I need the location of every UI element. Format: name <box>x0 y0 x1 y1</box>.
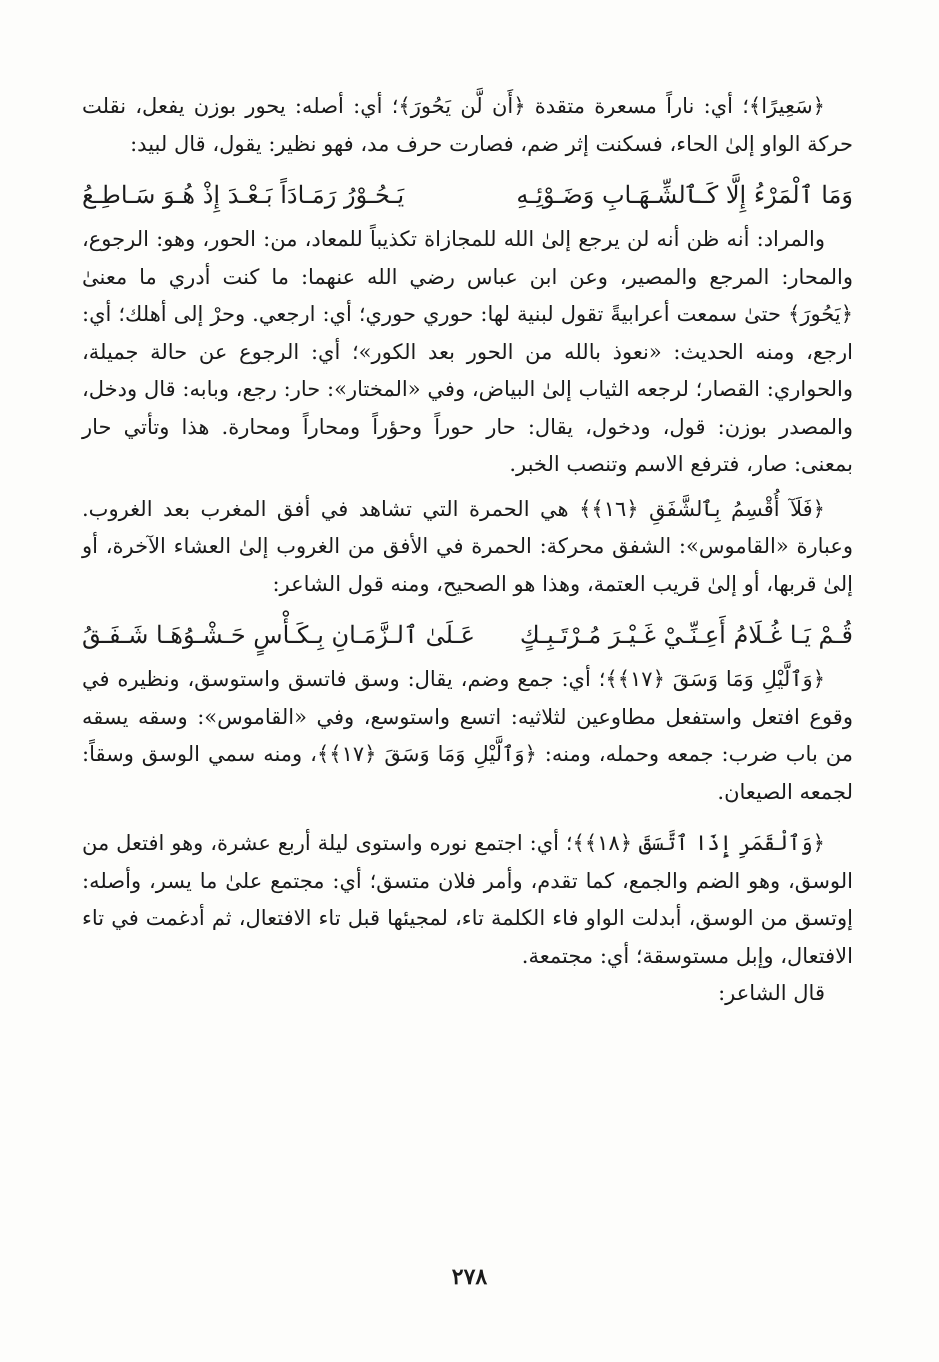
poem-verse-labid <box>82 173 853 217</box>
paragraph-meaning-hawr: والمراد: أنه ظن أنه لن يرجع إلىٰ الله للمجازاة تكذيباً للمعاد، من: الحور، وهو: الرجوع، والمحار: المرجع والمصير، وعن ابن عباس رضي الله عنهما: ما كنت أدري ما معنىٰ ﴿يَحُورَ﴾ حتىٰ سمعت أعرابيةً تقول لبنية لها: حوري حوري؛ أي: ارجعي. وحرْ إلى أهلك؛ أي: ارجع، ومنه الحديث: «نعوذ بالله من الحور بعد الكور»؛ أي: الرجوع عن حالة جميلة، والحواري: القصار؛ لرجعه الثياب إلىٰ البياض، وفي «المختار»: حار: رجع، وبابه: قال ودخل، والمصدر بوزن: قول، ودخول، يقال: حار حوراً وحؤراً ومحاراً ومحارة. هذا وتأتي حار بمعنى: صار، فترفع الاسم وتنصب الخبر. <box>82 227 853 476</box>
poem-verse-shafaq <box>82 613 853 657</box>
verse-second-hemistich: يَـحُـوْرُ رَمَـادَاً بَـعْـدَ إِذْ هُـوَ سَـاطِـعُ <box>82 181 405 209</box>
paragraph-saeer-yahoor: ﴿سَعِيرًا﴾؛ أي: ناراً مسعرة متقدة ﴿أَن لَّن يَحُورَ﴾؛ أي: أصله: يحور بوزن يفعل، نقلت حركة الواو إلىٰ الحاء، فسكنت إثر ضم، فصارت حرف مد، فهو نظير: يقول، قال لبيد: <box>82 94 853 156</box>
page-body <box>82 88 853 1013</box>
paragraph-ittasaq: ﴿وَٱلْقَمَرِ إِذَا ٱتَّسَقَ ﴿١٨﴾﴾؛ أي: اجتمع نوره واستوى ليلة أربع عشرة، وهو افتعل من الوسق، وهو الضم والجمع، كما تقدم، وأمر فلان متسق؛ أي: مجتمع علىٰ ما يسر، وأصله: إوتسق من الوسق، أبدلت الواو فاء الكلمة تاء، لمجيئها قبل تاء الافتعال، ثم أدغمت في تاء الافتعال، وإبل مستوسقة؛ أي: مجتمعة. <box>82 831 853 968</box>
verse-first-hemistich: قُـمْ يَـا غُـلَامُ أَعِـنِّـيْ غَـيْـرَ مُـرْتَـبِـكٍ <box>519 621 853 649</box>
page-number: ٢٧٨ <box>451 1264 488 1290</box>
verse-first-hemistich: وَمَا ٱلْمَرْءُ إِلَّا كَـٱلشِّـهَـابِ وَضَـوْئِـهِ <box>516 181 853 209</box>
verse-second-hemistich: عَـلَىٰ ٱلـزَّمَـانِ بِـكَـأْسٍ حَـشْـوُهَـا شَـفَـقُ <box>82 621 475 649</box>
paragraph-wasaq: ﴿وَٱلَّيْلِ وَمَا وَسَقَ ﴿١٧﴾﴾؛ أي: جمع وضم، يقال: وسق فاتسق واستوسق، ونظيره في وقوع افتعل واستفعل مطاوعين لثلاثيه: اتسع واستوسع، وفي «القاموس»: وسقه يسقه من باب ضرب: جمعه وحمله، ومنه: ﴿وَٱلَّيْلِ وَمَا وَسَقَ ﴿١٧﴾﴾، ومنه سمي الوسق وسقاً: لجمعه الصيعان. <box>82 667 853 804</box>
paragraph-poet-intro: قال الشاعر: <box>718 981 825 1005</box>
paragraph-shafaq: ﴿فَلَآ أُقْسِمُ بِٱلشَّفَقِ ﴿١٦﴾﴾ هي الحمرة التي تشاهد في أفق المغرب بعد الغروب. وعبارة «القاموس»: الشفق محركة: الحمرة في الأفق من الغروب إلىٰ العشاء الآخرة، أو إلىٰ قربها، أو إلىٰ قريب العتمة، وهذا هو الصحيح، ومنه قول الشاعر: <box>82 496 853 596</box>
